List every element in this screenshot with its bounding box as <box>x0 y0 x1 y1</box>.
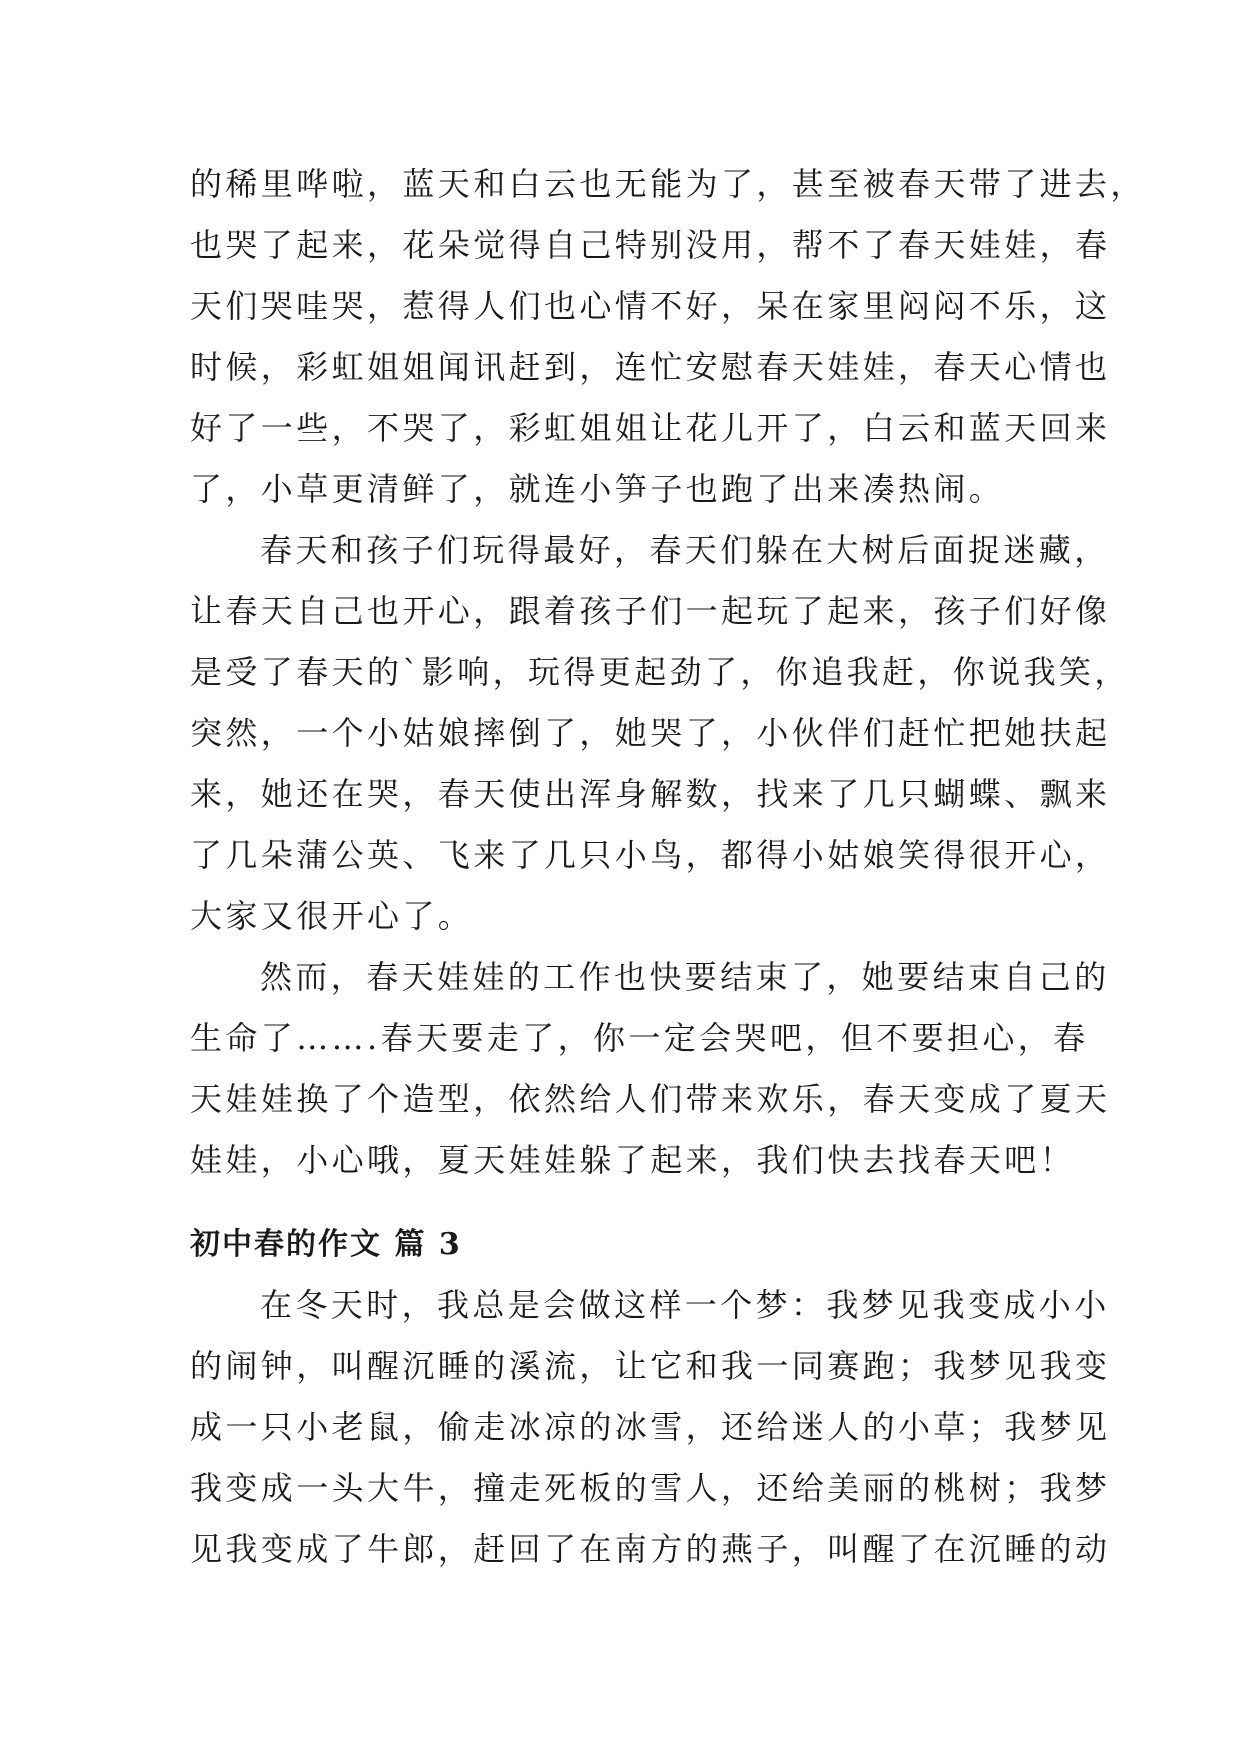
essay-section-1 <box>190 154 1146 1191</box>
text-line: 好了一些，不哭了，彩虹姐姐让花儿开了，白云和蓝天回来 <box>190 409 1111 447</box>
text-line: 了几朵蒲公英、飞来了几只小鸟，都得小姑娘笑得很开心， <box>190 836 1111 874</box>
text-line: 是受了春天的`影响，玩得更起劲了，你追我赶，你说我笑， <box>190 653 1130 691</box>
text-line: 春天和孩子们玩得最好，春天们躲在大树后面捉迷藏， <box>260 531 1110 569</box>
text-line: 大家又很开心了。 <box>190 897 474 935</box>
text-line: 我变成一头大牛，撞走死板的雪人，还给美丽的桃树；我梦 <box>190 1469 1111 1507</box>
text-line: 在冬天时，我总是会做这样一个梦：我梦见我变成小小 <box>260 1286 1110 1324</box>
text-line: 见我变成了牛郎，赶回了在南方的燕子，叫醒了在沉睡的动 <box>190 1530 1111 1568</box>
paragraph-dream <box>190 1275 1111 1580</box>
essay-section-2 <box>190 1214 1111 1580</box>
paragraph-spring-end <box>190 947 1111 1191</box>
text-line: 也哭了起来，花朵觉得自己特别没用，帮不了春天娃娃，春 <box>190 226 1111 264</box>
text-line: 娃娃，小心哦，夏天娃娃躲了起来，我们快去找春天吧！ <box>190 1141 1076 1179</box>
paragraph-continuation <box>190 154 1146 520</box>
text-line: 的稀里哗啦，蓝天和白云也无能为了，甚至被春天带了进去， <box>190 165 1146 203</box>
paragraph-spring-play <box>190 520 1130 947</box>
text-line: 天娃娃换了个造型，依然给人们带来欢乐，春天变成了夏天 <box>190 1080 1111 1118</box>
text-line: 天们哭哇哭，惹得人们也心情不好，呆在家里闷闷不乐，这 <box>190 287 1111 325</box>
text-line: 的闹钟，叫醒沉睡的溪流，让它和我一同赛跑；我梦见我变 <box>190 1347 1111 1385</box>
text-line: 然而，春天娃娃的工作也快要结束了，她要结束自己的 <box>260 958 1110 996</box>
text-line: 让春天自己也开心，跟着孩子们一起玩了起来，孩子们好像 <box>190 592 1111 630</box>
text-line: 来，她还在哭，春天使出浑身解数，找来了几只蝴蝶、飘来 <box>190 775 1111 813</box>
text-line: 成一只小老鼠，偷走冰凉的冰雪，还给迷人的小草；我梦见 <box>190 1408 1111 1446</box>
section-heading: 初中春的作文 篇 3 <box>190 1227 462 1262</box>
text-line: 生命了…….春天要走了，你一定会哭吧，但不要担心，春 <box>190 1019 1089 1057</box>
text-line: 了，小草更清鲜了，就连小笋子也跑了出来凑热闹。 <box>190 470 1005 508</box>
text-line: 时候，彩虹姐姐闻讯赶到，连忙安慰春天娃娃，春天心情也 <box>190 348 1111 386</box>
text-line: 突然，一个小姑娘摔倒了，她哭了，小伙伴们赶忙把她扶起 <box>190 714 1111 752</box>
